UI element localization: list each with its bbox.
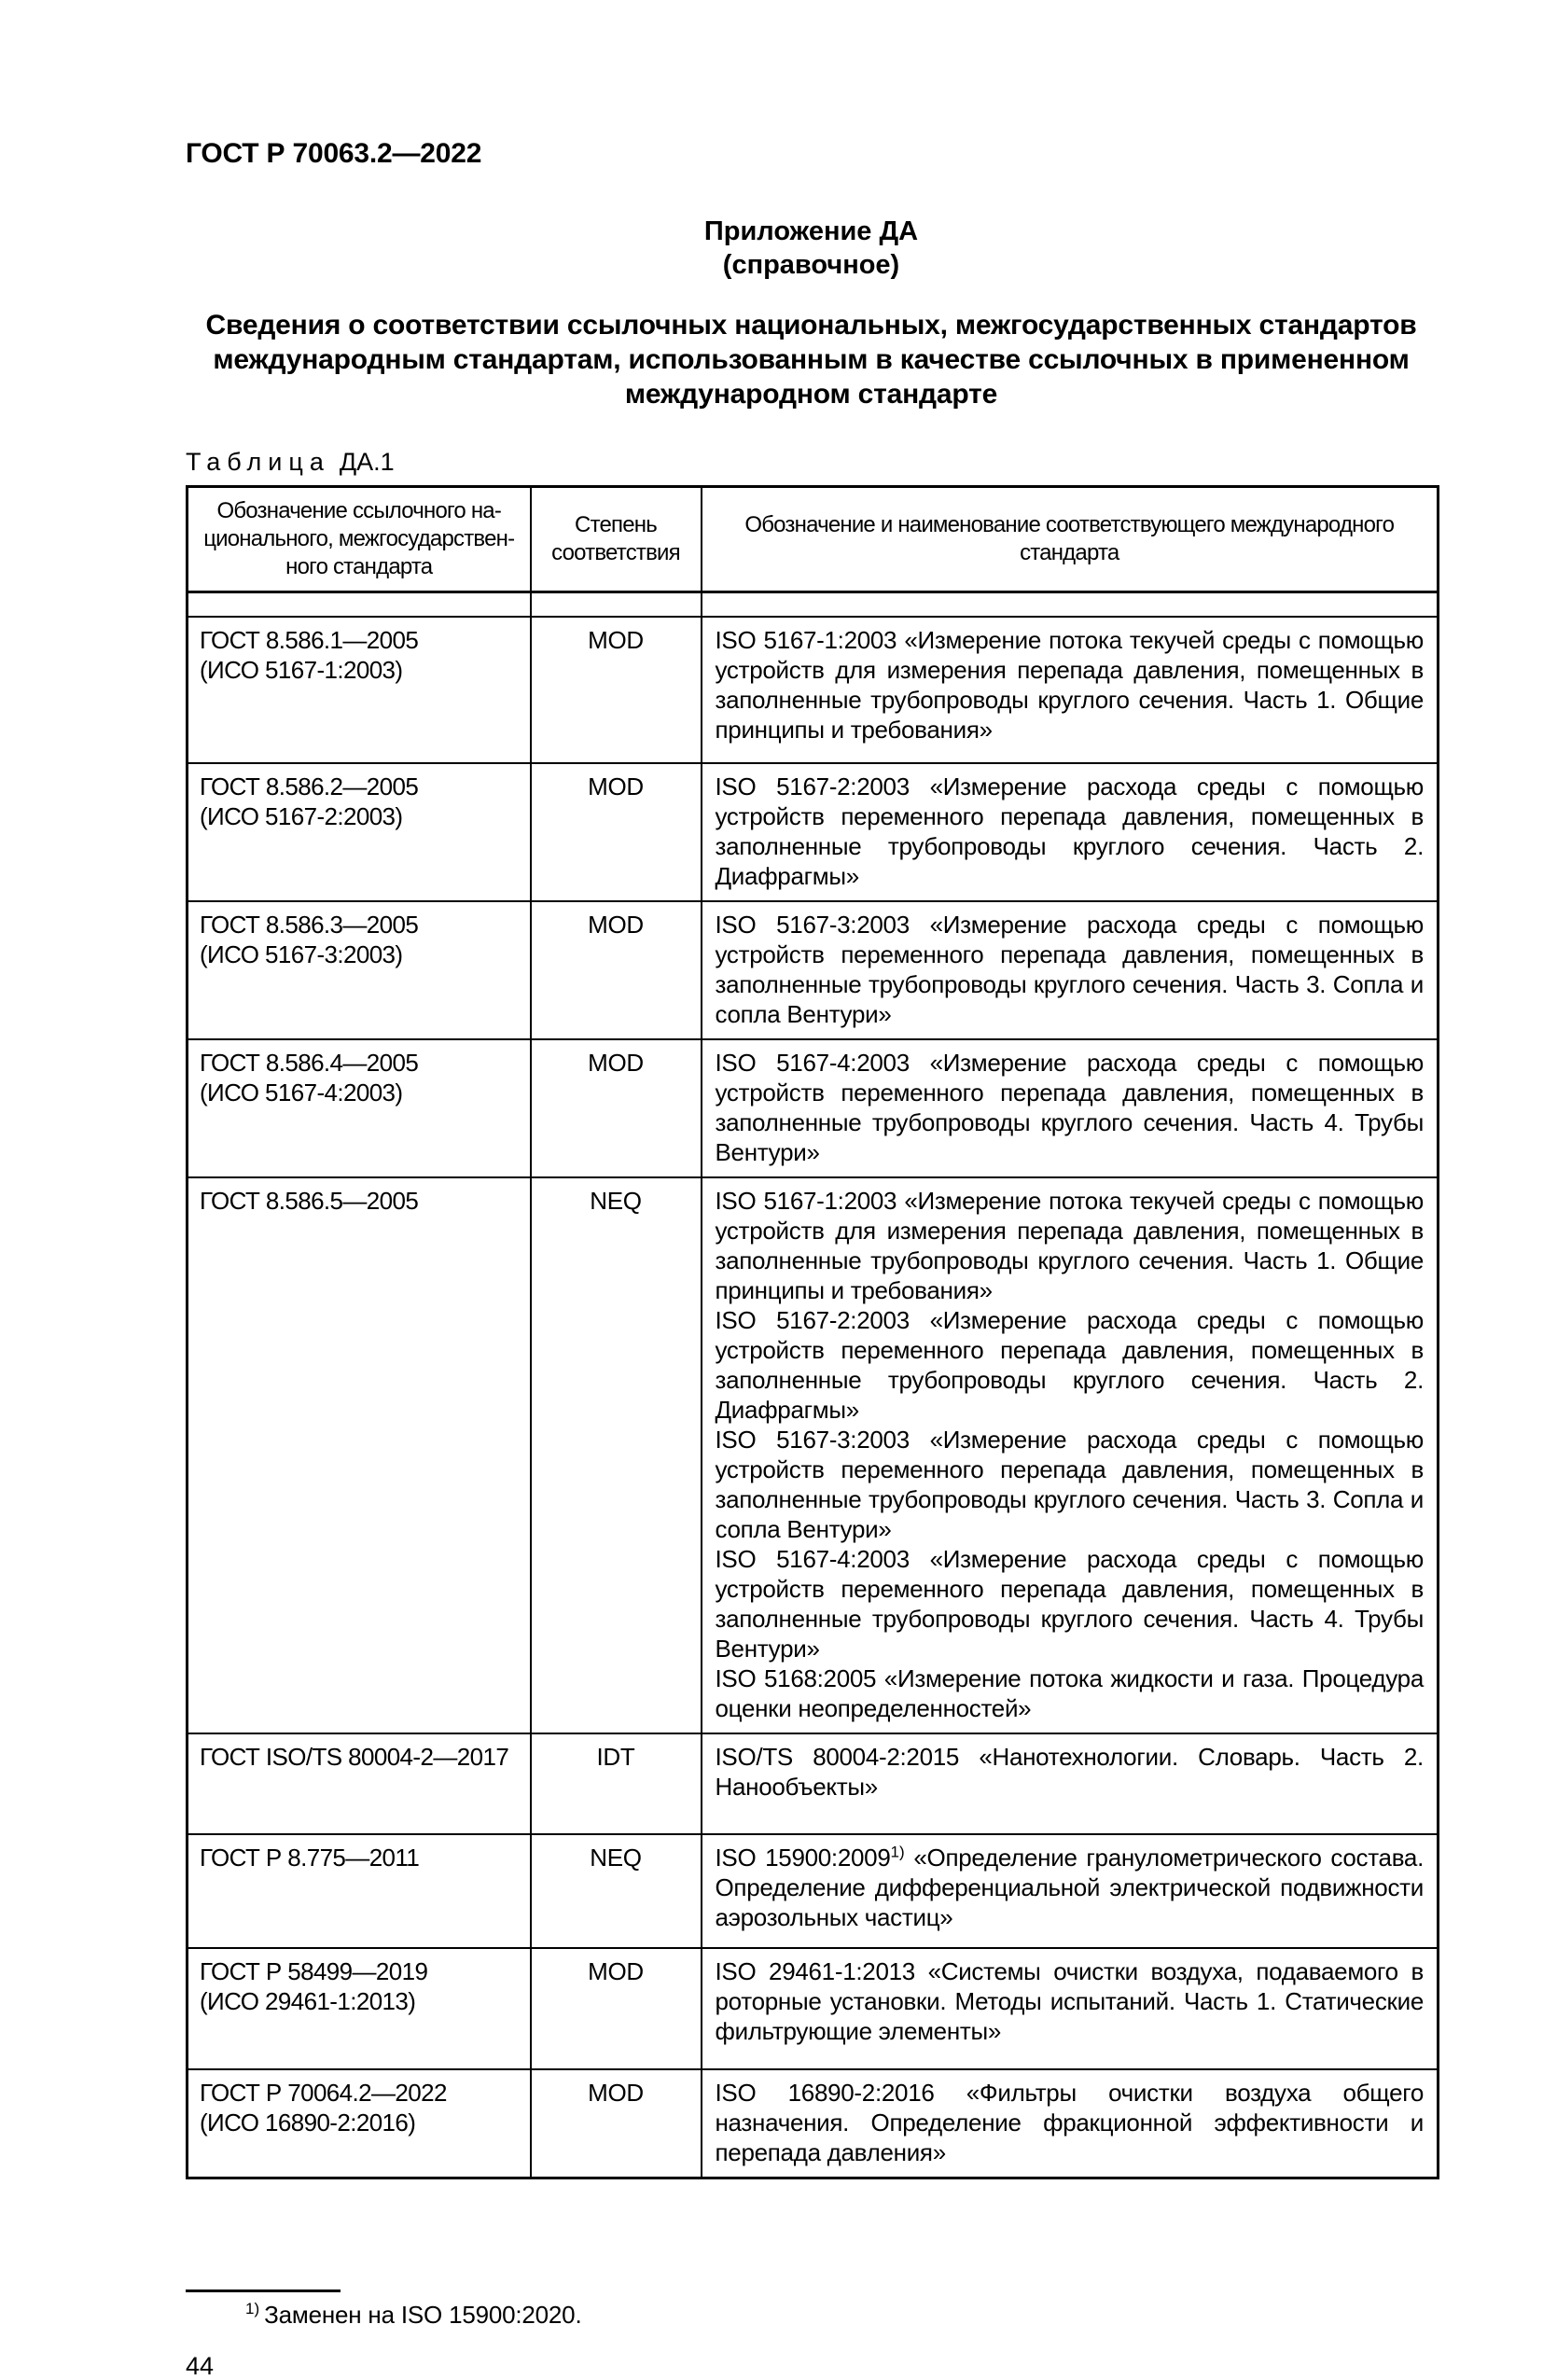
table-row xyxy=(188,1834,1439,1948)
footnote-text: Заменен на ISO 15900:2020. xyxy=(264,2301,582,2329)
title-line: международным стандартам, использованным в качестве ссылочных в примененном xyxy=(213,344,1410,375)
doc-number: ГОСТ Р 70063.2—2022 xyxy=(186,138,482,169)
document-title xyxy=(186,308,1437,411)
table-caption-label: Таблица xyxy=(186,448,330,476)
table-row xyxy=(188,1733,1439,1834)
table-row xyxy=(188,901,1439,1039)
cell-degree: IDT xyxy=(531,1733,702,1834)
appendix-heading xyxy=(186,215,1437,282)
cell-national: ГОСТ 8.586.4—2005 (ИСО 5167-4:2003) xyxy=(188,1039,531,1177)
column-header-degree: Степень соответствия xyxy=(531,487,702,592)
table-row xyxy=(188,2069,1439,2178)
standards-correspondence-table xyxy=(186,485,1439,2179)
table-header-row xyxy=(188,487,1439,592)
table-row xyxy=(188,1948,1439,2069)
cell-national: ГОСТ Р 58499—2019 (ИСО 29461-1:2013) xyxy=(188,1948,531,2069)
table-row xyxy=(188,763,1439,901)
table-caption xyxy=(186,448,1437,476)
cell-national: ГОСТ Р 70064.2—2022 (ИСО 16890-2:2016) xyxy=(188,2069,531,2178)
cell-international: ISO 5167-1:2003 «Измерение потока текучей среды с помощью устройств для измерения перепада давления, помещенных в заполненные трубопроводы круглого сечения. Часть 1. Общие принципы и требования» xyxy=(702,617,1439,763)
cell-international: ISO 29461-1:2013 «Системы очистки воздуха, подаваемого в роторные установки. Методы испытаний. Часть 1. Статические фильтрующие элементы» xyxy=(702,1948,1439,2069)
column-header-national: Обозначение ссылочного на- ционального, межгосударствен- ного стандарта xyxy=(188,487,531,592)
cell-national: ГОСТ 8.586.2—2005 (ИСО 5167-2:2003) xyxy=(188,763,531,901)
cell-national: ГОСТ ISO/TS 80004-2—2017 xyxy=(188,1733,531,1834)
footnote-divider xyxy=(186,2290,341,2292)
cell-degree: MOD xyxy=(531,901,702,1039)
cell-international: ISO 5167-4:2003 «Измерение расхода среды с помощью устройств переменного перепада давления, помещенных в заполненные трубопроводы круглого сечения. Часть 4. Трубы Вентури» xyxy=(702,1039,1439,1177)
header-double-rule xyxy=(188,592,1439,618)
appendix-label: Приложение ДА xyxy=(703,216,919,246)
table-row xyxy=(188,1039,1439,1177)
title-line: Сведения о соответствии ссылочных национальных, межгосударственных стандартов xyxy=(205,310,1417,341)
footnote xyxy=(186,2300,1437,2330)
footnote-marker: 1) xyxy=(245,2300,260,2318)
cell-international: ISO 15900:2009$^{1)}$ «Определение гранулометрического состава. Определение дифференциальной электрической подвижности аэрозольных частиц» xyxy=(702,1834,1439,1948)
cell-national: ГОСТ 8.586.1—2005 (ИСО 5167-1:2003) xyxy=(188,617,531,763)
cell-degree: MOD xyxy=(531,763,702,901)
page-number: 44 xyxy=(186,2352,215,2380)
cell-international: ISO 5167-2:2003 «Измерение расхода среды с помощью устройств переменного перепада давления, помещенных в заполненные трубопроводы круглого сечения. Часть 2. Диафрагмы» xyxy=(702,763,1439,901)
footnote-reference: 1) xyxy=(890,1843,905,1861)
cell-international: ISO/TS 80004-2:2015 «Нанотехнологии. Словарь. Часть 2. Нанообъекты» xyxy=(702,1733,1439,1834)
title-line: международном стандарте xyxy=(624,379,998,410)
table-caption-number: ДА.1 xyxy=(339,448,395,476)
cell-degree: MOD xyxy=(531,617,702,763)
column-header-international: Обозначение и наименование соответствующего международного стандарта xyxy=(702,487,1439,592)
cell-degree: NEQ xyxy=(531,1177,702,1733)
table-row xyxy=(188,1177,1439,1733)
table-row xyxy=(188,617,1439,763)
cell-international: ISO 5167-3:2003 «Измерение расхода среды с помощью устройств переменного перепада давления, помещенных в заполненные трубопроводы круглого сечения. Часть 3. Сопла и сопла Вентури» xyxy=(702,901,1439,1039)
cell-national: ГОСТ Р 8.775—2011 xyxy=(188,1834,531,1948)
appendix-note: (справочное) xyxy=(722,250,900,280)
cell-international: ISO 16890-2:2016 «Фильтры очистки воздуха общего назначения. Определение фракционной эффективности и перепада давления» xyxy=(702,2069,1439,2178)
cell-national: ГОСТ 8.586.3—2005 (ИСО 5167-3:2003) xyxy=(188,901,531,1039)
cell-degree: NEQ xyxy=(531,1834,702,1948)
cell-national: ГОСТ 8.586.5—2005 xyxy=(188,1177,531,1733)
cell-degree: MOD xyxy=(531,1039,702,1177)
cell-degree: MOD xyxy=(531,2069,702,2178)
cell-international: ISO 5167-1:2003 «Измерение потока текучей среды с помощью устройств для измерения перепада давления, помещенных в заполненные трубопроводы круглого сечения. Часть 1. Общие принципы и требования» ISO 5167-2:2003 «Измерение расхода среды с помощью устройств переменного перепада давления, помещенных в заполненные трубопроводы круглого сечения. Часть 2. Диафрагмы» ISO 5167-3:2003 «Измерение расхода среды с помощью устройств переменного перепада давления, помещенных в заполненные трубопроводы круглого сечения. Часть 3. Сопла и сопла Вентури» ISO 5167-4:2003 «Измерение расхода среды с помощью устройств переменного перепада давления, помещенных в заполненные трубопроводы круглого сечения. Часть 4. Трубы Вентури» ISO 5168:2005 «Измерение потока жидкости и газа. Процедура оценки неопределенностей» xyxy=(702,1177,1439,1733)
cell-degree: MOD xyxy=(531,1948,702,2069)
